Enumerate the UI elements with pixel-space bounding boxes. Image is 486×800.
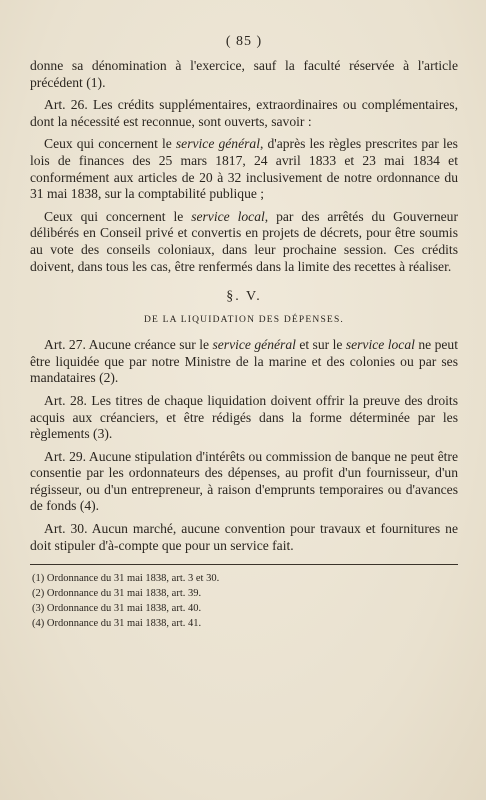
footnote: (1) Ordonnance du 31 mai 1838, art. 3 et 30.: [32, 573, 220, 585]
footnote: (2) Ordonnance du 31 mai 1838, art. 39.: [32, 588, 202, 600]
text-run: ne peut être liquidée que par notre Ministre de la marine et des colonies ou par ses mandataires (2).: [30, 337, 458, 386]
text-run: et sur le: [295, 337, 346, 353]
italic-term: service général: [175, 136, 260, 152]
article-27: [30, 337, 458, 387]
italic-term: service local: [345, 337, 415, 353]
article-30: Art. 30. Aucun marché, aucune convention pour travaux et fournitures ne doit stipuler d'à-compte que pour un service fait.: [30, 521, 458, 553]
italic-term: service général: [212, 337, 296, 353]
article-28: Art. 28. Les titres de chaque liquidation doivent offrir la preuve des droits acquis aux créanciers, et être rédigés dans la forme déterminée par les règlements (3).: [30, 392, 458, 442]
article-29: Art. 29. Aucune stipulation d'intérêts ou commission de banque ne peut être consentie par les ordonnateurs des dépenses, au profit d'un fournisseur, d'un régisseur, ou d'un entrepreneur, à raison d'emprunts temporaires ou d'avances de fonds (4).: [30, 448, 458, 514]
footnotes: [30, 571, 458, 631]
text-run: Ceux qui concernent le: [44, 208, 192, 224]
section-title: DE LA LIQUIDATION DES DÉPENSES.: [143, 315, 344, 326]
italic-term: service local: [191, 208, 265, 224]
footnote: (4) Ordonnance du 31 mai 1838, art. 41.: [32, 618, 202, 630]
paragraph-continuation: donne sa dénomination à l'exercice, sauf la faculté réservée à l'article précédent (1).: [30, 58, 458, 90]
text-run: Art. 27. Aucune créance sur le: [44, 337, 213, 353]
text-run: , d'après les règles prescrites par les lois de finances des 25 mars 1817, 24 avril 1833 et 23 mai 1834 et conformément aux articles de 20 à 32 inclusivement de notre ordonnance du 31 mai 1838, sur la comptabilité publique ;: [30, 136, 458, 202]
paragraph-service-local: [30, 209, 458, 275]
footnote-divider: [30, 564, 458, 565]
footnote: (3) Ordonnance du 31 mai 1838, art. 40.: [32, 603, 202, 615]
text-run: Ceux qui concernent le: [44, 136, 176, 152]
paragraph-service-general: [30, 136, 458, 202]
section-mark: §. V.: [226, 289, 262, 305]
page-content: [30, 34, 458, 631]
text-run: , par des arrêtés du Gouverneur délibérés en Conseil privé et convertis en projets de décrets, pour être soumis au vote des conseils coloniaux, dans leur prochaine session. Ces crédits doivent, dans tous les cas, être renfermés dans la limite des recettes à réaliser.: [30, 208, 458, 274]
page-number: ( 85 ): [225, 34, 263, 49]
article-26: Art. 26. Les crédits supplémentaires, extraordinaires ou complémentaires, dont la nécessité est reconnue, sont ouverts, savoir :: [30, 97, 458, 129]
